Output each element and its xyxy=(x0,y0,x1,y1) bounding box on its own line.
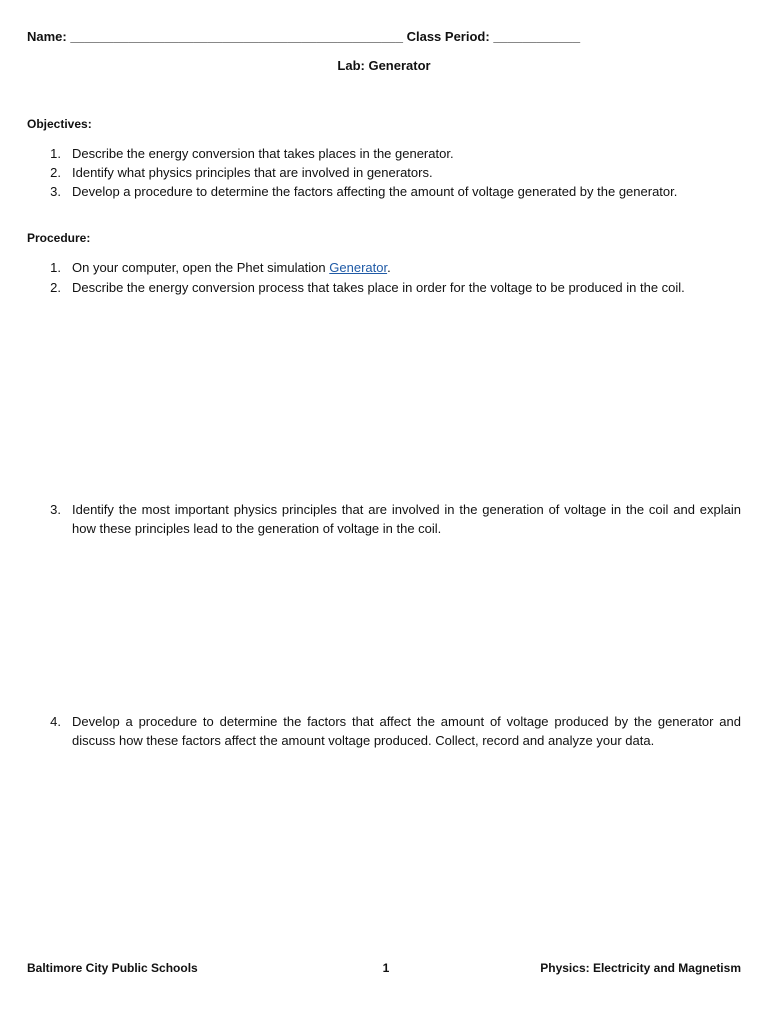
class-period-label: Class Period: xyxy=(406,29,490,44)
objective-number: 1. xyxy=(50,146,61,161)
objective-text: Describe the energy conversion that takes places in the generator. xyxy=(72,146,454,161)
procedure-step xyxy=(27,712,741,752)
generator-simulation-link[interactable]: Generator xyxy=(329,260,388,275)
procedure-step-number: 4. xyxy=(50,714,61,729)
objective-item xyxy=(27,163,741,182)
footer-school: Baltimore City Public Schools xyxy=(27,961,198,975)
name-class-period-row xyxy=(27,29,580,44)
procedure-step-text: Identify the most important physics principles that are involved in the generation of voltage in the coil and explain how these principles lead to the generation of voltage in the coil. xyxy=(72,502,741,536)
objective-text: Develop a procedure to determine the factors affecting the amount of voltage generated by the generator. xyxy=(72,184,678,199)
procedure-step-number: 1. xyxy=(50,260,61,275)
procedure-step-number: 3. xyxy=(50,502,61,517)
objective-number: 3. xyxy=(50,184,61,199)
page-title: Lab: Generator xyxy=(337,58,431,73)
procedure-step-text: Develop a procedure to determine the factors that affect the amount of voltage produced by the generator and discuss how these factors affect the amount voltage produced. Collect, record and analyze your data. xyxy=(72,714,741,748)
name-blank[interactable]: ______________________________________________ xyxy=(70,29,403,44)
procedure-step xyxy=(27,278,741,297)
step-text-after-link: . xyxy=(387,260,391,275)
procedure-step-number: 2. xyxy=(50,280,61,295)
class-period-blank[interactable]: ____________ xyxy=(493,29,581,44)
name-label: Name: xyxy=(27,29,67,44)
procedure-step-text: Describe the energy conversion process that takes place in order for the voltage to be produced in the coil. xyxy=(72,280,685,295)
objective-item xyxy=(27,182,741,201)
procedure-step-text xyxy=(72,258,741,277)
procedure-heading: Procedure: xyxy=(27,231,91,245)
procedure-step xyxy=(27,500,741,540)
footer-course: Physics: Electricity and Magnetism xyxy=(540,961,741,975)
footer-page-number: 1 xyxy=(382,961,390,975)
objective-number: 2. xyxy=(50,165,61,180)
objectives-heading: Objectives: xyxy=(27,117,92,131)
objective-text: Identify what physics principles that are involved in generators. xyxy=(72,165,433,180)
step-text-before-link: On your computer, open the Phet simulation xyxy=(72,260,330,275)
objective-item xyxy=(27,144,741,163)
procedure-step xyxy=(27,258,741,277)
